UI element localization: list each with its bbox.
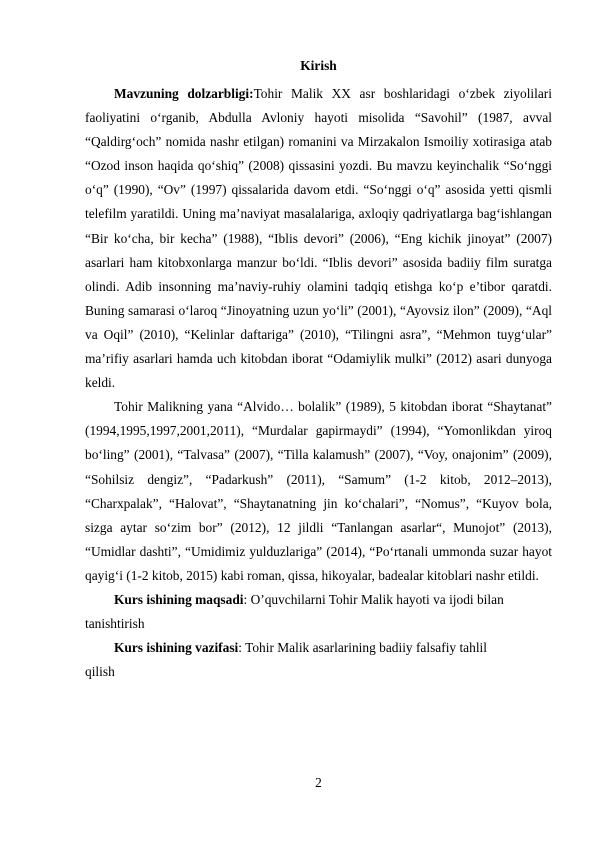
paragraph-goal [85, 588, 552, 636]
relevance-label: Mavzuning dolzarbligi: [114, 86, 254, 101]
paragraph-task [85, 636, 552, 684]
task-label: Kurs ishining vazifasi [114, 640, 239, 656]
paragraph-relevance [85, 82, 552, 395]
paragraph-works [85, 395, 552, 588]
relevance-text: Tohir Malik XX asr boshlaridagi o‘zbek ziyolilari faoliyatini o‘rganib, Abdulla Avloniy hayoti misolida “Savohil” (1987, avval “Qaldirg‘och” nomida nashr etilgan) romanini va Mirzakalon Ismoiliy xotirasiga atab “Ozod inson haqida qo‘shiq” (2008) qissasini yozdi. Bu mavzu keyinchalik “So‘nggi o‘q” (1990), “Ov” (1997) qissalarida davom etdi. “So‘nggi o‘q” asosida yetti qismli telefilm yaratildi. Uning ma’naviyat masalalariga, axloqiy qadriyatlarga bag‘ishlangan “Bir ko‘cha, bir kecha” (1988), “Iblis devori” (2006), “Eng kichik jinoyat” (2007) asarlari ham kitobxonlarga manzur bo‘ldi. “Iblis devori” asosida badiiy film suratga olindi. Adib insonning ma’naviy-ruhiy olamini tadqiq etishga ko‘p e’tibor qaratdi. Buning samarasi o‘laroq “Jinoyatning uzun yo‘li” (2001), “Ayovsiz ilon” (2009), “Aql va Oqil” (2010), “Kelinlar daftariga” (2010), “Tilingni asra”, “Mehmon tuyg‘ular” ma’rifiy asarlari hamda uch kitobdan iborat “Odamiylik mulki” (2012) asari dunyoga keldi. [85, 86, 552, 391]
goal-text: : O’quvchilarni Tohir Malik hayoti va ijodi bilan tanishtirish [85, 591, 504, 632]
works-text: Tohir Malikning yana “Alvido… bolalik” (1989), 5 kitobdan iborat “Shaytanat” (1994,1995,1997,2001,2011), “Murdalar gapirmaydi” (1994), “Yomonlikdan yiroq bo‘ling” (2001), “Talvasa” (2007), “Tilla kalamush” (2007), “Voy, onajonim” (2009), “Sohilsiz dengiz”, “Padarkush” (2011), “Samum” (1-2 kitob, 2012–2013), “Charxpalak”, “Halovat”, “Shaytanatning jin ko‘chalari”, “Nomus”, “Kuyov bola, sizga aytar so‘zim bor” (2012), 12 jildli “Tanlangan asarlar“, Munojot” (2013), “Umidlar dashti”, “Umidimiz yulduzlariga” (2014), “Po‘rtanali ummonda suzar hayot qayig‘i (1-2 kitob, 2015) kabi roman, qissa, hikoyalar, badealar kitoblari nashr etildi. [85, 399, 552, 583]
task-text: : Tohir Malik asarlarining badiiy falsafiy tahlil qilish [85, 640, 487, 680]
section-heading: Kirish [300, 58, 337, 73]
goal-label: Kurs ishining maqsadi [114, 591, 244, 607]
body-text [85, 82, 552, 684]
page-number: 2 [315, 775, 322, 790]
